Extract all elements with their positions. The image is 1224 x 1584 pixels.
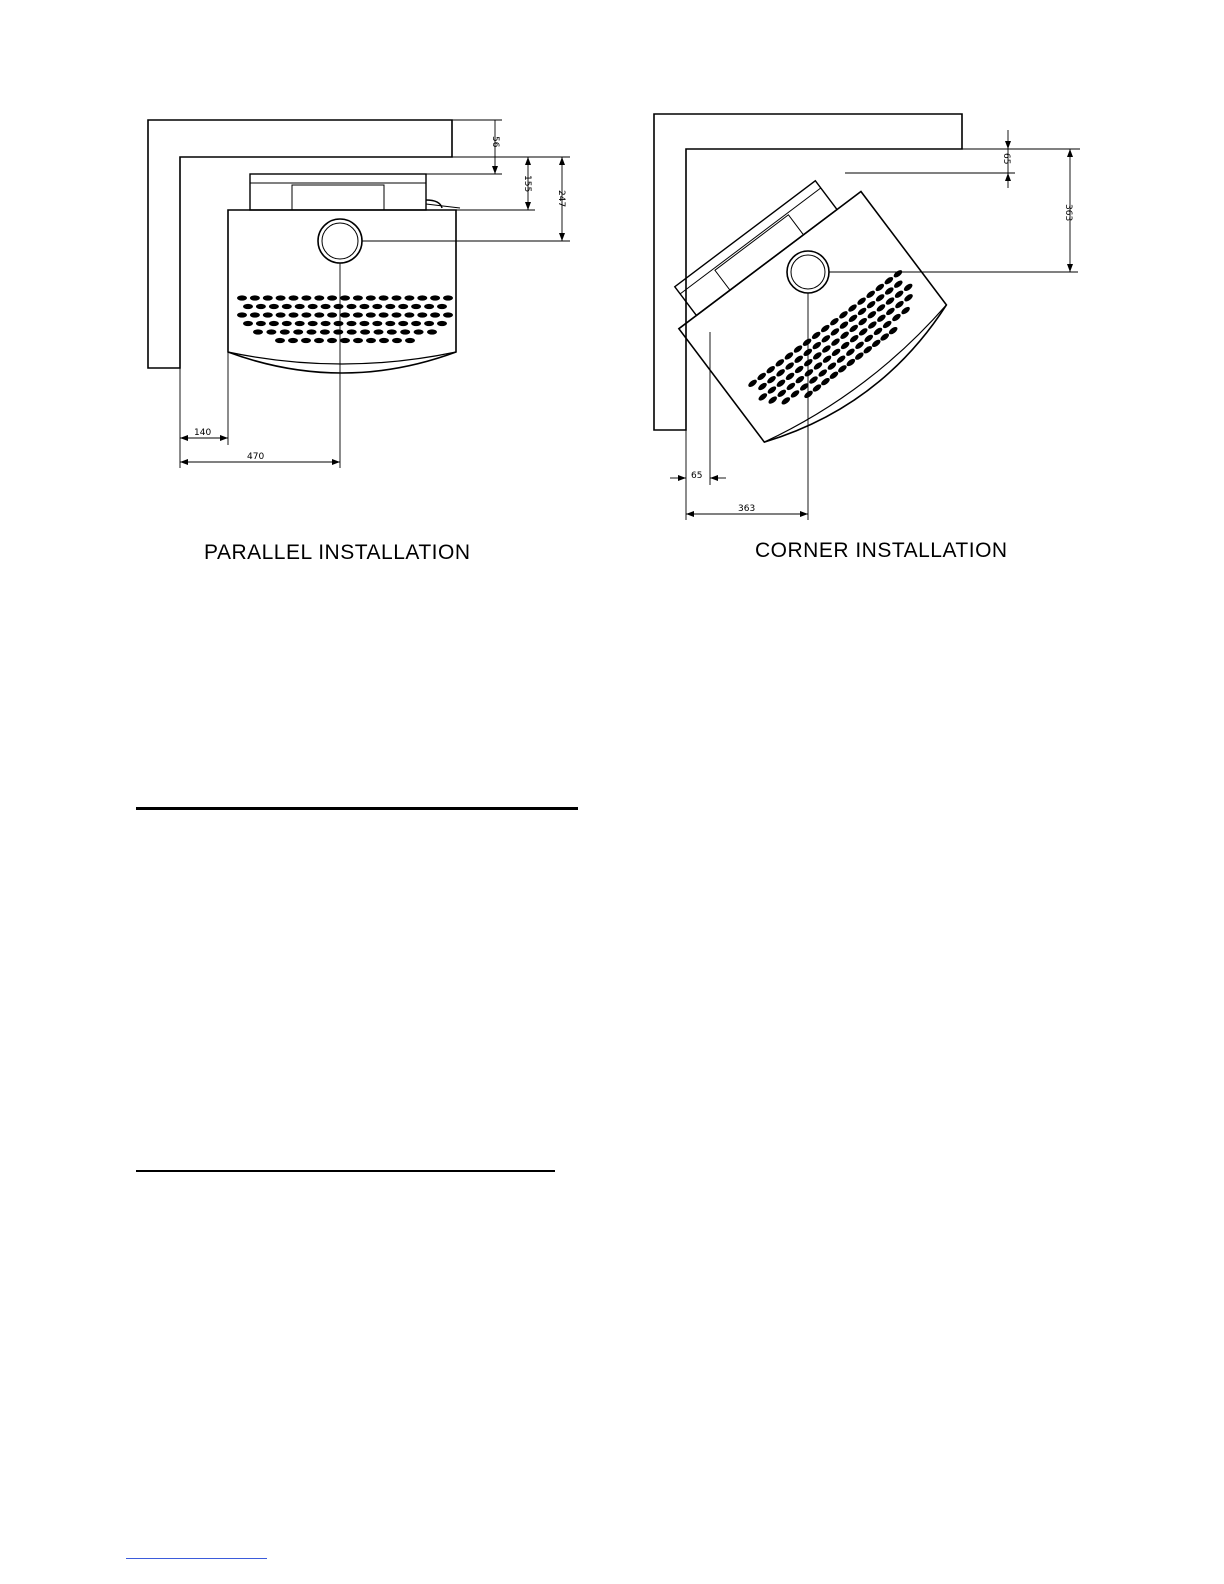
vent-slot: [882, 319, 893, 329]
vent-slot: [327, 338, 337, 343]
parallel-installation-diagram: [130, 100, 590, 580]
vent-slot: [295, 321, 305, 326]
vent-slot: [867, 320, 878, 330]
vent-slot: [379, 295, 389, 300]
vent-slot: [347, 304, 357, 309]
vent-slot: [775, 378, 786, 388]
vent-slot: [784, 371, 795, 381]
vent-slot: [808, 375, 819, 385]
vent-slot: [276, 312, 286, 317]
vent-slot: [347, 329, 357, 334]
vent-slot: [766, 375, 777, 385]
vent-slot: [903, 282, 914, 292]
vent-slot: [379, 338, 389, 343]
vent-slot: [359, 304, 369, 309]
vent-slot: [392, 312, 402, 317]
vent-slot: [747, 378, 758, 388]
vent-slot: [400, 329, 410, 334]
vent-slot: [874, 282, 885, 292]
vent-slot: [366, 295, 376, 300]
vent-slot: [443, 312, 453, 317]
vent-slot: [243, 304, 253, 309]
vent-slot: [392, 295, 402, 300]
vent-slot: [812, 351, 823, 361]
vent-slot: [411, 304, 421, 309]
vent-slot: [430, 295, 440, 300]
vent-slot: [838, 310, 849, 320]
vent-slot: [353, 295, 363, 300]
vent-slot: [282, 304, 292, 309]
vent-slot: [775, 368, 786, 378]
vent-slot: [347, 321, 357, 326]
vent-slot: [320, 329, 330, 334]
vent-slot: [849, 334, 860, 344]
vent-slot: [837, 364, 848, 374]
vent-slot: [857, 317, 868, 327]
vent-slot: [765, 365, 776, 375]
vent-slot: [282, 321, 292, 326]
vent-slot: [269, 304, 279, 309]
vent-slot: [327, 295, 337, 300]
corner-installation-caption: CORNER INSTALLATION: [755, 539, 1008, 562]
vent-slot: [307, 329, 317, 334]
dim-363-right: 363: [1063, 204, 1073, 222]
vent-slot: [404, 312, 414, 317]
vent-slot: [293, 329, 303, 334]
vent-slot: [783, 351, 794, 361]
vent-slot: [333, 329, 343, 334]
vent-slot: [875, 303, 886, 313]
vent-slot: [276, 295, 286, 300]
vent-slot: [793, 354, 804, 364]
vent-slot: [838, 320, 849, 330]
vent-slot: [879, 332, 890, 342]
vent-slot: [854, 351, 865, 361]
vent-slot: [893, 279, 904, 289]
vent-slot: [826, 361, 837, 371]
vent-slot: [424, 304, 434, 309]
horizontal-rule: [136, 1170, 555, 1172]
motor-housing: [250, 174, 426, 210]
vent-slot: [871, 338, 882, 348]
vent-slot: [334, 321, 344, 326]
dim-56: 56: [490, 136, 500, 148]
vent-slot: [263, 312, 273, 317]
vent-slot: [892, 269, 903, 279]
vent-slot: [424, 321, 434, 326]
vent-slot: [237, 312, 247, 317]
vent-slot: [340, 338, 350, 343]
vent-slot: [243, 321, 253, 326]
vent-slot: [856, 296, 867, 306]
vent-slot: [372, 304, 382, 309]
vent-slot: [353, 338, 363, 343]
vent-slot: [443, 295, 453, 300]
vent-slot: [269, 321, 279, 326]
vent-slot: [789, 389, 800, 399]
vent-slot: [437, 321, 447, 326]
vent-slot: [256, 321, 266, 326]
vent-slot: [280, 329, 290, 334]
vent-slot: [308, 321, 318, 326]
vent-slot: [821, 344, 832, 354]
vent-slot: [828, 370, 839, 380]
vent-slot: [366, 312, 376, 317]
vent-slot: [836, 354, 847, 364]
vent-slot: [392, 338, 402, 343]
vent-slot: [884, 286, 895, 296]
horizontal-rule: [136, 807, 578, 810]
vent-slot: [847, 303, 858, 313]
vent-slot: [903, 293, 914, 303]
link-underline: [126, 1558, 267, 1559]
vent-slot: [792, 344, 803, 354]
hood-body: [679, 191, 959, 458]
dim-140: 140: [194, 428, 212, 438]
vent-slot: [885, 306, 896, 316]
vent-slot: [784, 361, 795, 371]
vent-slot: [794, 375, 805, 385]
vent-slot: [766, 385, 777, 395]
vent-slot: [437, 304, 447, 309]
vent-slot: [875, 293, 886, 303]
vent-slot: [845, 347, 856, 357]
vent-slot: [398, 304, 408, 309]
dim-65-bottom: 65: [691, 471, 703, 481]
vent-slot: [820, 323, 831, 333]
vent-slot: [308, 304, 318, 309]
vent-slot: [374, 329, 384, 334]
vent-slot: [237, 295, 247, 300]
vent-slot: [894, 299, 905, 309]
vent-slot: [829, 327, 840, 337]
vent-slot: [872, 326, 883, 336]
vent-slot: [427, 329, 437, 334]
motor-housing: [675, 181, 837, 316]
vent-slot: [900, 305, 911, 315]
vent-slot: [757, 392, 768, 402]
vent-slot: [888, 326, 899, 336]
vent-slot: [301, 338, 311, 343]
vent-slot: [863, 333, 874, 343]
vent-slot: [321, 321, 331, 326]
vent-slot: [803, 368, 814, 378]
vent-slot: [353, 312, 363, 317]
vent-slot: [845, 357, 856, 367]
vent-slot: [405, 338, 415, 343]
vent-slot: [883, 276, 894, 286]
vent-slot: [385, 321, 395, 326]
vent-slot: [289, 312, 299, 317]
vent-slot: [780, 396, 791, 406]
vent-slot: [858, 327, 869, 337]
vent-slot: [340, 295, 350, 300]
vent-slot: [794, 364, 805, 374]
vent-slot: [891, 312, 902, 322]
vent-slot: [820, 334, 831, 344]
vent-slot: [776, 388, 787, 398]
vent-slot: [359, 321, 369, 326]
vent-slot: [314, 295, 324, 300]
vent-slot: [263, 295, 273, 300]
vent-slot: [366, 338, 376, 343]
vent-slot: [774, 358, 785, 368]
vent-slot: [811, 330, 822, 340]
outlet-circle: [318, 219, 362, 263]
vent-slot: [288, 338, 298, 343]
vent-slot: [398, 321, 408, 326]
vent-slot: [840, 340, 851, 350]
parallel-installation-caption: PARALLEL INSTALLATION: [204, 541, 471, 564]
vent-slot: [829, 317, 840, 327]
vent-grille: [237, 295, 453, 343]
dim-65-top: 65: [1001, 153, 1011, 165]
vent-slot: [830, 337, 841, 347]
vent-slot: [831, 347, 842, 357]
vent-slot: [314, 338, 324, 343]
vent-slot: [417, 295, 427, 300]
vent-slot: [812, 361, 823, 371]
dim-470: 470: [247, 452, 265, 462]
vent-slot: [857, 306, 868, 316]
vent-slot: [404, 295, 414, 300]
dim-155: 155: [522, 175, 532, 193]
vent-slot: [817, 368, 828, 378]
vent-slot: [360, 329, 370, 334]
vent-slot: [811, 340, 822, 350]
vent-slot: [767, 395, 778, 405]
vent-slot: [250, 312, 260, 317]
vent-slot: [756, 371, 767, 381]
vent-slot: [372, 321, 382, 326]
vent-slot: [411, 321, 421, 326]
vent-slot: [414, 329, 424, 334]
vent-slot: [321, 304, 331, 309]
vent-slot: [430, 312, 440, 317]
vent-slot: [811, 383, 822, 393]
vent-slot: [275, 338, 285, 343]
vent-slot: [295, 304, 305, 309]
vent-slot: [385, 304, 395, 309]
vent-slot: [334, 304, 344, 309]
vent-slot: [250, 295, 260, 300]
vent-slot: [865, 289, 876, 299]
vent-slot: [866, 300, 877, 310]
vent-slot: [379, 312, 389, 317]
vent-grille: [747, 269, 929, 423]
vent-slot: [839, 330, 850, 340]
vent-slot: [866, 310, 877, 320]
vent-slot: [340, 312, 350, 317]
vent-slot: [820, 377, 831, 387]
vent-slot: [848, 323, 859, 333]
vent-slot: [417, 312, 427, 317]
vent-slot: [801, 337, 812, 347]
vent-slot: [253, 329, 263, 334]
hood-body: [228, 210, 456, 373]
vent-slot: [314, 312, 324, 317]
vent-slot: [289, 295, 299, 300]
vent-slot: [327, 312, 337, 317]
vent-slot: [803, 389, 814, 399]
vent-slot: [301, 312, 311, 317]
outlet-circle: [787, 251, 829, 293]
vent-slot: [854, 340, 865, 350]
vent-slot: [387, 329, 397, 334]
corner-installation-diagram: [640, 100, 1100, 580]
vent-slot: [862, 345, 873, 355]
dim-363-bottom: 363: [738, 504, 756, 514]
vent-slot: [821, 354, 832, 364]
vent-slot: [266, 329, 276, 334]
vent-slot: [876, 313, 887, 323]
dim-247: 247: [556, 190, 566, 208]
vent-slot: [256, 304, 266, 309]
vent-slot: [301, 295, 311, 300]
vent-slot: [847, 313, 858, 323]
vent-slot: [757, 381, 768, 391]
vent-slot: [884, 296, 895, 306]
vent-slot: [785, 381, 796, 391]
vent-slot: [894, 289, 905, 299]
